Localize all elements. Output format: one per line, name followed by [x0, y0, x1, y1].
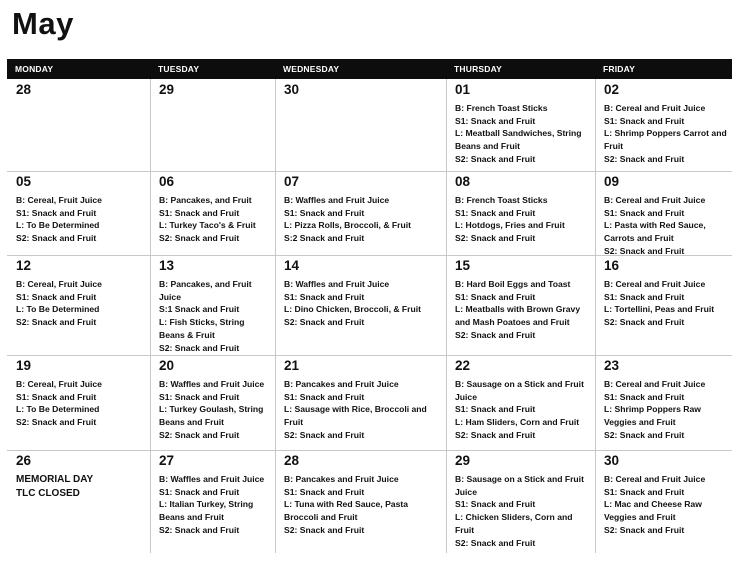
meal-line: S1: Snack and Fruit	[284, 207, 365, 218]
meal-line: S1: Snack and Fruit	[604, 207, 685, 218]
meal-line: B: Cereal, Fruit Juice	[16, 195, 102, 205]
meal-line: S1: Snack and Fruit	[455, 115, 536, 126]
meal-line: B: French Toast Sticks	[455, 103, 548, 113]
day-cell	[595, 355, 732, 450]
meal-line: B: Cereal, Fruit Juice	[16, 379, 102, 389]
day-cell	[275, 171, 446, 255]
day-cell	[150, 450, 275, 553]
day-number: 21	[284, 358, 300, 373]
day-cell	[275, 255, 446, 355]
meal-line: B: French Toast Sticks	[455, 195, 548, 205]
meal-line: S1: Snack and Fruit	[284, 291, 365, 302]
meal-line: S1: Snack and Fruit	[16, 391, 97, 402]
day-number: 19	[16, 358, 32, 373]
meal-line: L: Pizza Rolls, Broccoli, & Fruit	[284, 220, 412, 231]
meal-line: S1: Snack and Fruit	[455, 499, 536, 510]
meal-line: B: Sausage on a Stick and Fruit Juice	[455, 379, 584, 402]
day-cell	[446, 255, 595, 355]
day-number: 07	[284, 174, 300, 189]
meal-line: B: Pancakes and Fruit Juice	[284, 379, 399, 389]
meal-line: S2: Snack and Fruit	[284, 429, 365, 440]
meal-line: B: Cereal and Fruit Juice	[604, 379, 706, 389]
meal-line: L: To Be Determined	[16, 404, 100, 415]
holiday-note: MEMORIAL DAY	[16, 474, 94, 485]
meal-line: S2: Snack and Fruit	[604, 153, 685, 164]
meal-line: B: Hard Boil Eggs and Toast	[455, 279, 571, 289]
day-number: 13	[159, 258, 175, 273]
weekday-tuesday: TUESDAY	[158, 64, 200, 74]
meal-line: S1: Snack and Fruit	[604, 115, 685, 126]
meal-line: S2: Snack and Fruit	[159, 233, 240, 244]
day-cell	[595, 171, 732, 255]
weekday-thursday: THURSDAY	[454, 64, 503, 74]
meal-line: S:1 Snack and Fruit	[159, 304, 240, 315]
day-cell	[275, 450, 446, 553]
meal-line: L: Shrimp Poppers Carrot and Fruit	[604, 128, 727, 152]
meal-line: S1: Snack and Fruit	[604, 391, 685, 402]
day-cell	[7, 255, 150, 355]
meal-line: S2: Snack and Fruit	[455, 537, 536, 548]
meal-line: S2: Snack and Fruit	[455, 233, 536, 244]
meal-line: B: Sausage on a Stick and Fruit Juice	[455, 474, 584, 497]
meal-line: S2: Snack and Fruit	[604, 524, 685, 535]
meal-line: L: Fish Sticks, String Beans & Fruit	[159, 317, 245, 340]
day-number: 01	[455, 82, 471, 97]
day-number: 20	[159, 358, 175, 373]
meal-line: S1: Snack and Fruit	[159, 391, 240, 402]
day-cell	[275, 79, 446, 171]
meal-line: L: Hotdogs, Fries and Fruit	[455, 220, 565, 231]
meal-line: L: Pasta with Red Sauce, Carrots and Fruit	[604, 220, 706, 244]
day-cell	[7, 355, 150, 450]
meal-line: S2: Snack and Fruit	[455, 329, 536, 340]
day-number: 28	[16, 82, 32, 97]
meal-line: S1: Snack and Fruit	[455, 291, 536, 302]
calendar-grid	[7, 59, 732, 553]
meal-line: S2: Snack and Fruit	[604, 245, 685, 255]
meal-line: B: Waffles and Fruit Juice	[159, 474, 265, 484]
meal-line: B: Waffles and Fruit Juice	[159, 379, 265, 389]
meal-line: L: Ham Sliders, Corn and Fruit	[455, 417, 580, 428]
day-cell	[446, 171, 595, 255]
day-number: 02	[604, 82, 620, 97]
meal-line: L: To Be Determined	[16, 304, 100, 315]
meal-line: B: Cereal and Fruit Juice	[604, 279, 706, 289]
meal-line: S2: Snack and Fruit	[159, 342, 240, 353]
meal-line: S2: Snack and Fruit	[159, 524, 240, 535]
meal-line: B: Pancakes, and Fruit Juice	[159, 279, 252, 302]
meal-line: S1: Snack and Fruit	[284, 486, 365, 497]
day-cell	[446, 355, 595, 450]
meal-line: L: Dino Chicken, Broccoli, & Fruit	[284, 304, 422, 315]
weekday-header	[7, 59, 732, 79]
day-cell	[595, 79, 732, 171]
day-number: 23	[604, 358, 620, 373]
meal-line: S1: Snack and Fruit	[604, 291, 685, 302]
weekday-friday: FRIDAY	[603, 64, 636, 74]
meal-line: B: Waffles and Fruit Juice	[284, 195, 390, 205]
meal-line: S2: Snack and Fruit	[455, 429, 536, 440]
day-number: 06	[159, 174, 175, 189]
day-number: 12	[16, 258, 32, 273]
meal-line: S2: Snack and Fruit	[604, 429, 685, 440]
meal-line: L: Tortellini, Peas and Fruit	[604, 304, 715, 315]
meal-line: B: Cereal and Fruit Juice	[604, 474, 706, 484]
meal-line: S2: Snack and Fruit	[455, 153, 536, 164]
day-cell	[7, 171, 150, 255]
day-number: 22	[455, 358, 471, 373]
meal-line: S2: Snack and Fruit	[16, 317, 97, 328]
day-number: 14	[284, 258, 300, 273]
day-cell	[595, 450, 732, 553]
page-title: May	[12, 6, 74, 41]
meal-line: S2: Snack and Fruit	[604, 317, 685, 328]
meal-line: L: Shrimp Poppers Raw Veggies and Fruit	[604, 404, 701, 428]
day-number: 27	[159, 453, 175, 468]
meal-line: S2: Snack and Fruit	[16, 417, 97, 428]
meal-line: S2: Snack and Fruit	[16, 233, 97, 244]
day-number: 28	[284, 453, 300, 468]
meal-line: L: Meatballs with Brown Gravy and Mash Poatoes and Fruit	[455, 304, 581, 328]
meal-line: S:2 Snack and Fruit	[284, 233, 365, 244]
day-number: 26	[16, 453, 32, 468]
day-cell	[7, 450, 150, 553]
meal-line: B: Cereal, Fruit Juice	[16, 279, 102, 289]
meal-line: S2: Snack and Fruit	[284, 317, 365, 328]
holiday-note: TLC CLOSED	[16, 488, 80, 499]
day-cell	[446, 79, 595, 171]
meal-line: L: Sausage with Rice, Broccoli and Fruit	[284, 404, 427, 428]
meal-line: S2: Snack and Fruit	[284, 524, 365, 535]
meal-line: L: Tuna with Red Sauce, Pasta Broccoli and Fruit	[284, 499, 408, 523]
meal-line: S1: Snack and Fruit	[16, 291, 97, 302]
weekday-monday: MONDAY	[15, 64, 54, 74]
meal-line: S1: Snack and Fruit	[604, 486, 685, 497]
meal-line: B: Pancakes and Fruit Juice	[284, 474, 399, 484]
day-cell	[446, 450, 595, 553]
meal-line: L: Turkey Goulash, String Beans and Fruit	[159, 404, 264, 428]
meal-line: S1: Snack and Fruit	[455, 404, 536, 415]
day-cell	[150, 79, 275, 171]
day-number: 16	[604, 258, 620, 273]
meal-line: B: Cereal and Fruit Juice	[604, 195, 706, 205]
meal-line: L: Mac and Cheese Raw Veggies and Fruit	[604, 499, 702, 523]
weekday-wednesday: WEDNESDAY	[283, 64, 340, 74]
day-cell	[150, 255, 275, 355]
meal-line: L: Turkey Taco's & Fruit	[159, 220, 256, 231]
day-cell	[275, 355, 446, 450]
day-number: 30	[604, 453, 620, 468]
meal-line: B: Cereal and Fruit Juice	[604, 103, 706, 113]
meal-line: B: Pancakes, and Fruit	[159, 195, 252, 205]
day-cell	[150, 171, 275, 255]
day-number: 29	[455, 453, 471, 468]
meal-line: L: To Be Determined	[16, 220, 100, 231]
day-cell	[150, 355, 275, 450]
day-number: 15	[455, 258, 471, 273]
day-number: 29	[159, 82, 175, 97]
day-number: 05	[16, 174, 32, 189]
day-cell	[595, 255, 732, 355]
meal-line: S1: Snack and Fruit	[16, 207, 97, 218]
meal-line: S1: Snack and Fruit	[455, 207, 536, 218]
day-cell	[7, 79, 150, 171]
meal-line: S1: Snack and Fruit	[159, 207, 240, 218]
meal-line: S1: Snack and Fruit	[284, 391, 365, 402]
day-number: 08	[455, 174, 471, 189]
meal-line: S2: Snack and Fruit	[159, 429, 240, 440]
meal-line: L: Italian Turkey, String Beans and Fruit	[159, 499, 254, 523]
meal-line: L: Meatball Sandwiches, String Beans and Fruit	[455, 128, 582, 152]
meal-line: L: Chicken Sliders, Corn and Fruit	[455, 512, 573, 535]
meal-line: B: Waffles and Fruit Juice	[284, 279, 390, 289]
day-number: 30	[284, 82, 300, 97]
day-number: 09	[604, 174, 620, 189]
meal-line: S1: Snack and Fruit	[159, 486, 240, 497]
